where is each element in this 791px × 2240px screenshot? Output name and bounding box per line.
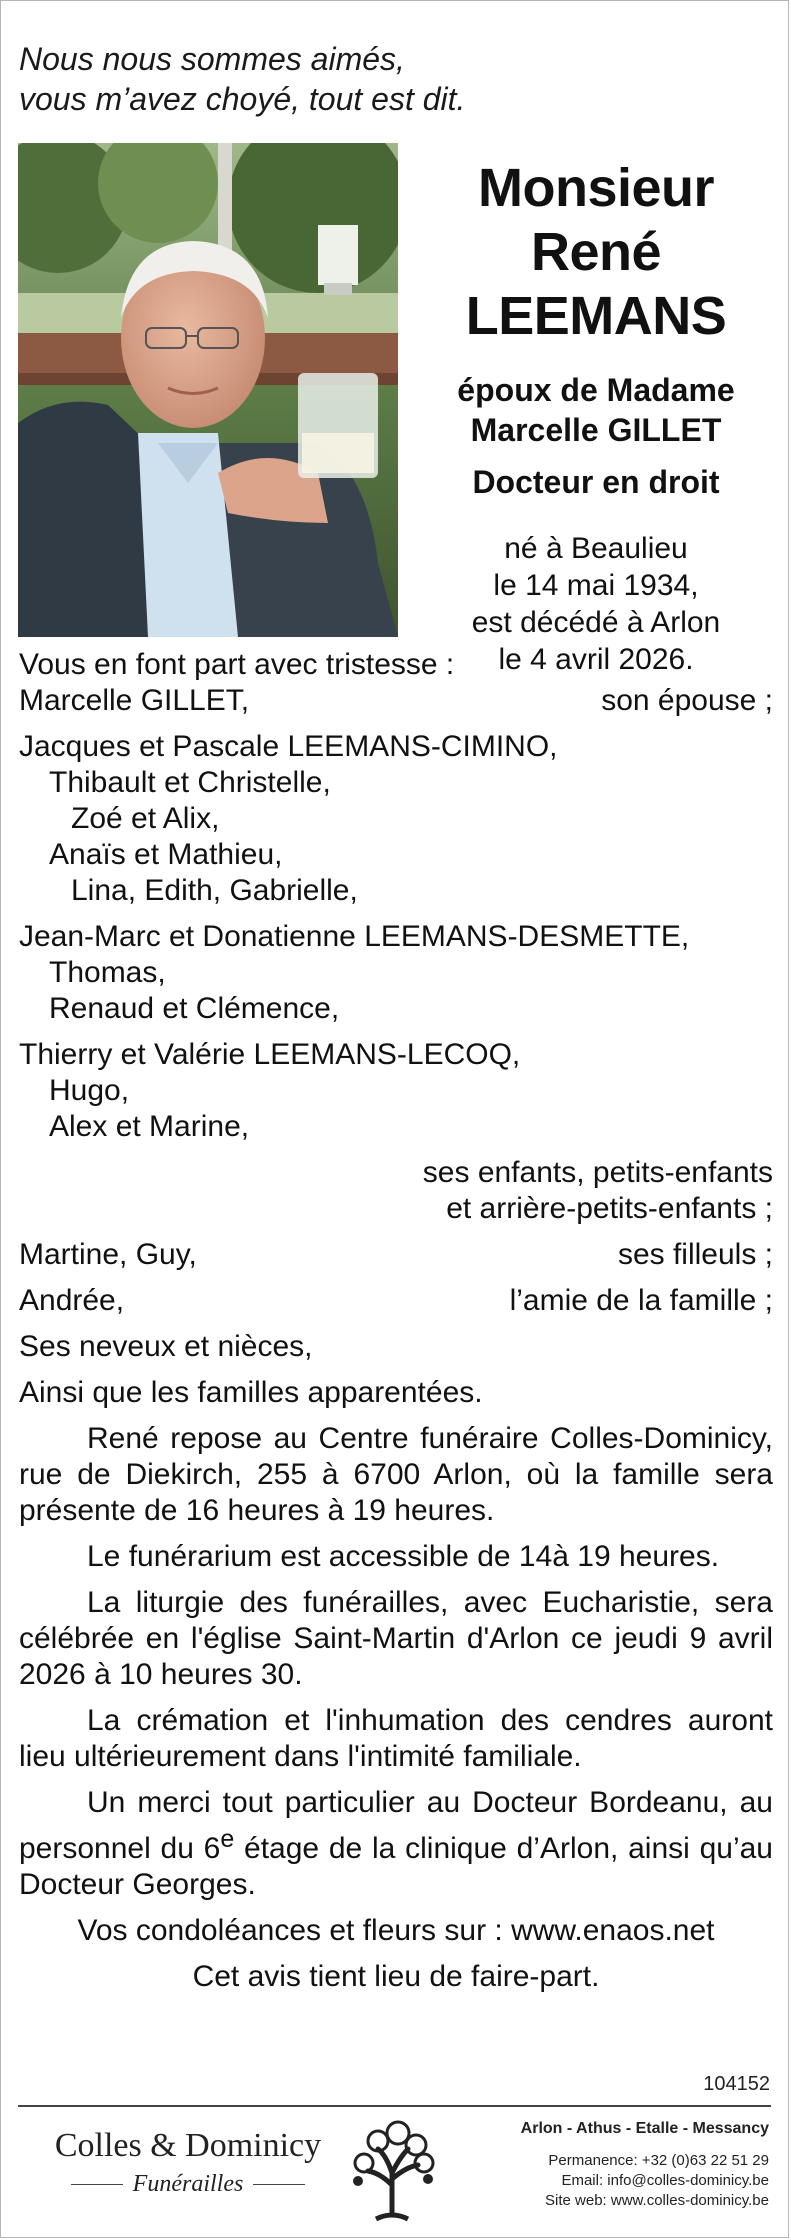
death-place: est décédé à Arlon bbox=[471, 606, 721, 639]
families-line: Ainsi que les familles apparentées. bbox=[19, 1376, 483, 1409]
children-role-1: ses enfants, petits-enfants bbox=[422, 1156, 773, 1189]
hours-paragraph: Le funérarium est accessible de 14à 19 heures. bbox=[87, 1540, 720, 1573]
nephews-line: Ses neveux et nièces, bbox=[19, 1330, 313, 1363]
honorific: Monsieur bbox=[477, 158, 715, 218]
family-line: Lina, Edith, Gabrielle, bbox=[71, 874, 358, 907]
notice-line: Cet avis tient lieu de faire-part. bbox=[192, 1960, 600, 1993]
notice-body bbox=[19, 647, 773, 1995]
family-line: Renaud et Clémence, bbox=[49, 992, 340, 1025]
deceased-name: René LEEMANS bbox=[465, 222, 727, 346]
funeral-home-name: Colles & Dominicy bbox=[54, 2127, 322, 2164]
spouse-role: son épouse ; bbox=[601, 684, 773, 717]
godchildren-role: ses filleuls ; bbox=[617, 1238, 773, 1271]
death-date: le 4 avril 2026. bbox=[498, 643, 694, 676]
quote-line-2: vous m’avez choyé, tout est dit. bbox=[19, 81, 466, 117]
email: Email: info@colles-dominicy.be bbox=[561, 2172, 769, 2189]
family-line: Hugo, bbox=[49, 1074, 130, 1107]
family-line: Anaïs et Mathieu, bbox=[49, 838, 283, 871]
reference-number: 104152 bbox=[703, 2073, 770, 2095]
friend-row bbox=[19, 1283, 773, 1319]
family-line: Thibault et Christelle, bbox=[49, 766, 331, 799]
liturgy-paragraph: La liturgie des funérailles, avec Eucharistie, sera célébrée en l'église Saint-Martin d'Arlon ce jeudi 9 avril 2026 à 10 heures 30. bbox=[19, 1586, 773, 1691]
funeral-home-footer bbox=[18, 2111, 771, 2231]
family-line: Thomas, bbox=[49, 956, 166, 989]
portrait-photo bbox=[18, 143, 398, 637]
family-line: Jacques et Pascale LEEMANS-CIMINO, bbox=[19, 730, 558, 763]
floor-superscript: e bbox=[220, 1825, 235, 1853]
cremation-paragraph: La crémation et l'inhumation des cendres auront lieu ultérieurement dans l'intimité familiale. bbox=[19, 1704, 773, 1773]
family-line: Zoé et Alix, bbox=[71, 802, 220, 835]
thanks-text-start: Un merci tout particulier au Docteur Bordeanu, au personnel du 6 bbox=[19, 1786, 773, 1865]
spouse-row bbox=[19, 683, 773, 719]
children-role-2: et arrière-petits-enfants ; bbox=[446, 1192, 773, 1225]
logo-rule-left bbox=[71, 2184, 123, 2185]
family-line: Alex et Marine, bbox=[49, 1110, 250, 1143]
thanks-paragraph bbox=[19, 1785, 773, 1903]
locations: Arlon - Athus - Etalle - Messancy bbox=[520, 2120, 769, 2137]
spouse-line-2: Marcelle GILLET bbox=[470, 412, 722, 448]
friend-role: l’amie de la famille ; bbox=[509, 1284, 773, 1317]
thanks-text-end: étage de la clinique d’Arlon, ainsi qu’au Docteur Georges. bbox=[19, 1832, 773, 1901]
footer-divider bbox=[18, 2105, 771, 2107]
profession: Docteur en droit bbox=[472, 464, 720, 500]
epigraph-quote bbox=[19, 39, 739, 119]
godchildren-row bbox=[19, 1237, 773, 1273]
friend-name: Andrée, bbox=[19, 1284, 125, 1317]
family-line: Thierry et Valérie LEEMANS-LECOQ, bbox=[19, 1038, 521, 1071]
funeral-home-subtitle: Funérailles bbox=[132, 2171, 244, 2197]
website: Site web: www.colles-dominicy.be bbox=[545, 2192, 769, 2209]
logo-rule-right bbox=[253, 2184, 305, 2185]
spouse-line-1: époux de Madame bbox=[457, 372, 735, 408]
funeral-home-contact bbox=[469, 2119, 769, 2211]
phone: Permanence: +32 (0)63 22 51 29 bbox=[548, 2152, 769, 2169]
godchildren-names: Martine, Guy, bbox=[19, 1238, 197, 1271]
spouse-name: Marcelle GILLET, bbox=[19, 684, 250, 717]
birth-place: né à Beaulieu bbox=[504, 532, 688, 565]
birth-date: le 14 mai 1934, bbox=[493, 569, 699, 602]
funeral-home-logo bbox=[38, 2121, 338, 2198]
deceased-header bbox=[406, 156, 786, 678]
condolences-line: Vos condoléances et fleurs sur : www.enaos.net bbox=[77, 1914, 715, 1947]
quote-line-1: Nous nous sommes aimés, bbox=[19, 41, 405, 77]
tree-icon bbox=[342, 2115, 442, 2223]
announcement: Vous en font part avec tristesse : bbox=[19, 648, 455, 681]
family-line: Jean-Marc et Donatienne LEEMANS-DESMETTE, bbox=[19, 920, 690, 953]
repose-paragraph: René repose au Centre funéraire Colles-Dominicy, rue de Diekirch, 255 à 6700 Arlon, où la famille sera présente de 16 heures à 19 heures. bbox=[19, 1422, 773, 1527]
